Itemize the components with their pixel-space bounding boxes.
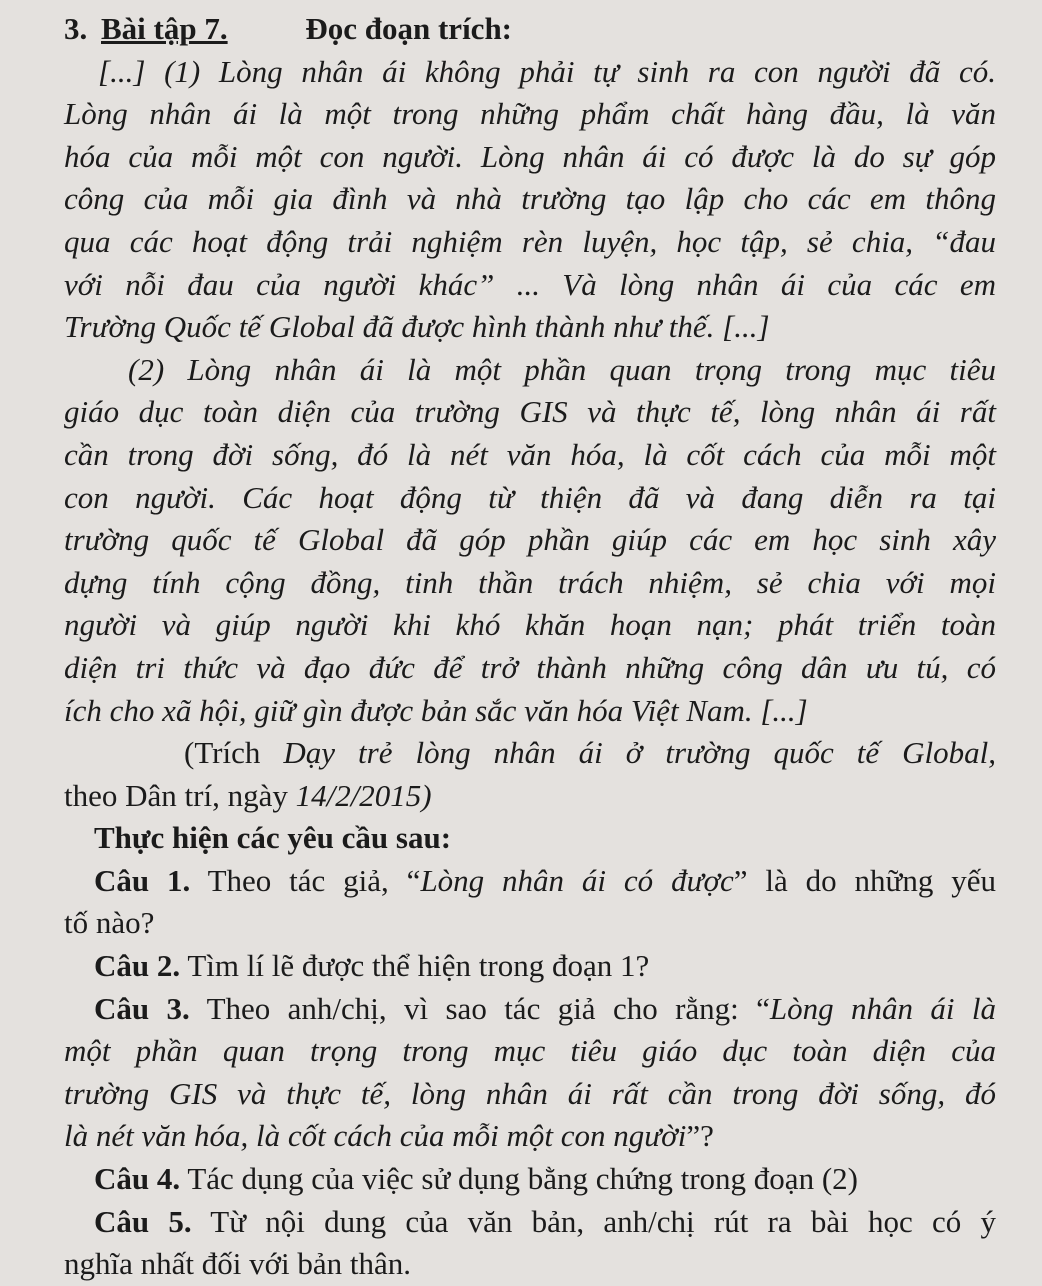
source-prefix: Trích: [194, 735, 284, 771]
passage-p1-line: Lòng nhân ái là một trong những phẩm chất hàng đầu, là văn: [64, 96, 996, 132]
question-1-line2: tố nào?: [64, 905, 155, 941]
questions: [64, 860, 996, 1286]
question-2-label: Câu 2.: [94, 948, 181, 984]
exercise-heading: [64, 8, 996, 51]
question-5-label: Câu 5.: [94, 1203, 192, 1239]
exercise-instruction: Đọc đoạn trích:: [305, 11, 513, 46]
passage-p2-line: diện tri thức và đạo đức để trở thành những công dân ưu tú, có: [64, 649, 996, 685]
question-1: [64, 860, 996, 903]
question-3-line4-tail: ”?: [686, 1118, 714, 1154]
passage-source-line2: [64, 775, 996, 818]
exercise-number: 3.: [64, 11, 88, 46]
question-1-italic: Lòng nhân ái có được: [420, 862, 734, 898]
question-2: [64, 945, 996, 988]
question-3: [64, 988, 996, 1031]
passage-p2-line: dựng tính cộng đồng, tinh thần trách nhiệm, sẻ chia với mọi: [64, 564, 996, 600]
question-3-label: Câu 3.: [94, 990, 190, 1026]
question-3-line3: trường GIS và thực tế, lòng nhân ái rất cần trong đời sống, đó: [64, 1075, 996, 1111]
question-3-line2: một phần quan trọng trong mục tiêu giáo dục toàn diện của: [64, 1033, 996, 1069]
question-4: [64, 1158, 996, 1201]
passage-p1-line: [...] (1) Lòng nhân ái không phải tự sinh ra con người đã có.: [98, 53, 996, 89]
question-5-text: Từ nội dung của văn bản, anh/chị rút ra bài học có ý: [191, 1203, 996, 1239]
exercise-title: Bài tập 7.: [101, 11, 228, 46]
source-publisher: theo Dân trí, ngày: [64, 777, 296, 813]
passage-p1-line: công của mỗi gia đình và nhà trường tạo lập cho các em thông: [64, 181, 996, 217]
question-1-label: Câu 1.: [94, 862, 191, 898]
question-4-text: Tác dụng của việc sử dụng bằng chứng trong đoạn (2): [180, 1161, 858, 1197]
question-3-line4-italic: là nét văn hóa, là cốt cách của mỗi một con người: [64, 1118, 687, 1154]
source-open-paren: (: [184, 735, 195, 771]
passage-p2-line: trường quốc tế Global đã góp phần giúp các em học sinh xây: [64, 522, 996, 558]
question-5: [64, 1201, 996, 1244]
passage-p2-line: người và giúp người khi khó khăn hoạn nạn; phát triển toàn: [64, 607, 996, 643]
passage-p1-line: Trường Quốc tế Global đã được hình thành như thế. [...]: [64, 309, 770, 345]
passage-p1-line: với nỗi đau của người khác” ... Và lòng nhân ái của các em: [64, 266, 996, 302]
passage-p2-line: cần trong đời sống, đó là nét văn hóa, là cốt cách của mỗi một: [64, 436, 996, 472]
passage-p1-line: qua các hoạt động trải nghiệm rèn luyện, học tập, sẻ chia, “đau: [64, 223, 996, 259]
passage-p1-line: hóa của mỗi một con người. Lòng nhân ái có được là do sự góp: [64, 138, 996, 174]
passage-p2-line: (2) Lòng nhân ái là một phần quan trọng trong mục tiêu: [128, 351, 996, 387]
passage-p2-line: giáo dục toàn diện của trường GIS và thực tế, lòng nhân ái rất: [64, 394, 996, 430]
source-date: 14/2/2015): [295, 777, 432, 813]
passage-source-line1: [64, 732, 996, 775]
question-5-line2: nghĩa nhất đối với bản thân.: [64, 1246, 411, 1282]
question-3-text-a: Theo anh/chị, vì sao tác giả cho rằng: “: [189, 990, 770, 1026]
source-title: Dạy trẻ lòng nhân ái ở trường quốc tế Global,: [283, 735, 996, 771]
passage: [64, 51, 996, 818]
passage-p2-line: con người. Các hoạt động từ thiện đã và đang diễn ra tại: [64, 479, 996, 515]
question-1-text-a: Theo tác giả, “: [190, 862, 421, 898]
question-3-line4: [64, 1115, 996, 1158]
question-3-italic-a: Lòng nhân ái là: [769, 990, 996, 1026]
question-1-text-b: ” là do những yếu: [733, 862, 996, 898]
tasks-heading: Thực hiện các yêu cầu sau:: [94, 820, 452, 856]
question-2-text: Tìm lí lẽ được thể hiện trong đoạn 1?: [180, 948, 650, 984]
question-4-label: Câu 4.: [94, 1161, 181, 1197]
passage-p2-line: ích cho xã hội, giữ gìn được bản sắc văn hóa Việt Nam. [...]: [64, 692, 808, 728]
